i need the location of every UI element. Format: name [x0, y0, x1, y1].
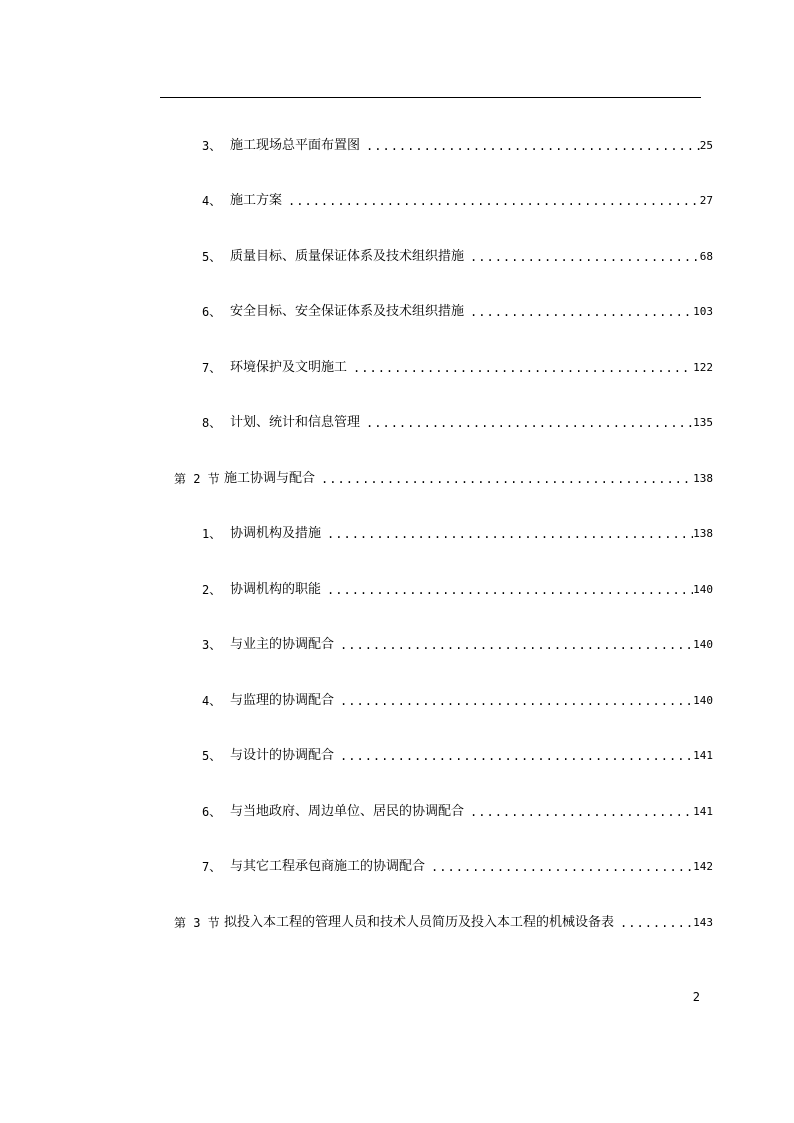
toc-dot-leader — [620, 913, 693, 933]
toc-entry-title: 计划、统计和信息管理 — [230, 415, 361, 430]
toc-entry[interactable] — [202, 136, 713, 156]
toc-entry-number: 4、 — [202, 694, 222, 708]
toc-entry-page: 143 — [693, 916, 713, 929]
toc-entry-number: 5、 — [202, 250, 222, 264]
toc-entry[interactable] — [202, 746, 713, 766]
toc-entry-number: 6、 — [202, 305, 222, 319]
toc-entry-page: 135 — [693, 416, 713, 429]
toc-entry-page: 141 — [693, 749, 713, 762]
toc-entry[interactable] — [202, 635, 713, 655]
toc-dot-leader — [340, 635, 693, 655]
toc-entry-title: 环境保护及文明施工 — [230, 360, 348, 375]
toc-entry[interactable] — [202, 247, 713, 267]
toc-entry[interactable] — [202, 857, 713, 877]
toc-entry[interactable] — [202, 302, 713, 322]
toc-entry-page: 25 — [699, 139, 713, 152]
toc-entry-number: 3、 — [202, 638, 222, 652]
toc-section-entry[interactable] — [174, 469, 713, 489]
toc-entry-number: 3、 — [202, 139, 222, 153]
page-number: 2 — [692, 990, 700, 1004]
toc-dot-leader — [470, 247, 700, 267]
toc-entry-page: 27 — [699, 194, 713, 207]
toc-entry-page: 140 — [693, 694, 713, 707]
toc-entry[interactable] — [202, 691, 713, 711]
toc-dot-leader — [327, 524, 693, 544]
toc-entry[interactable] — [202, 524, 713, 544]
toc-section-title: 施工协调与配合 — [224, 471, 316, 486]
toc-entry-number: 1、 — [202, 527, 222, 541]
toc-entry-title: 与业主的协调配合 — [230, 637, 335, 652]
toc-entry-page: 122 — [693, 361, 713, 374]
toc-entry-page: 140 — [693, 638, 713, 651]
toc-dot-leader — [340, 691, 693, 711]
toc-entry-number: 4、 — [202, 194, 222, 208]
toc-entry-title: 安全目标、安全保证体系及技术组织措施 — [230, 304, 465, 319]
toc-dot-leader — [470, 802, 693, 822]
toc-entry-title: 与设计的协调配合 — [230, 748, 335, 763]
toc-dot-leader — [470, 302, 693, 322]
toc-entry-number: 7、 — [202, 361, 222, 375]
toc-entry-page: 141 — [693, 805, 713, 818]
toc-entry-title: 与监理的协调配合 — [230, 693, 335, 708]
toc-entry-title: 施工方案 — [230, 193, 283, 208]
toc-section-number: 第 3 节 — [174, 916, 220, 930]
toc-entry-title: 与当地政府、周边单位、居民的协调配合 — [230, 804, 465, 819]
toc-entry-title: 协调机构的职能 — [230, 582, 322, 597]
toc-dot-leader — [366, 413, 693, 433]
toc-entry[interactable] — [202, 358, 713, 378]
toc-dot-leader — [353, 358, 693, 378]
toc-dot-leader — [340, 746, 693, 766]
toc-dot-leader — [288, 191, 700, 211]
toc-entry-number: 6、 — [202, 805, 222, 819]
toc-entry-page: 138 — [693, 527, 713, 540]
toc-entry-page: 142 — [693, 860, 713, 873]
toc-section-entry[interactable] — [174, 913, 713, 933]
toc-section-title: 拟投入本工程的管理人员和技术人员简历及投入本工程的机械设备表 — [224, 915, 615, 930]
toc-dot-leader — [321, 469, 693, 489]
toc-entry-number: 5、 — [202, 749, 222, 763]
toc-entry-page: 138 — [693, 472, 713, 485]
toc-entry-number: 8、 — [202, 416, 222, 430]
toc-dot-leader — [366, 136, 700, 156]
toc-entry-page: 140 — [693, 583, 713, 596]
toc-entry[interactable] — [202, 413, 713, 433]
toc-entry[interactable] — [202, 802, 713, 822]
toc-dot-leader — [431, 857, 693, 877]
header-rule — [160, 97, 701, 98]
toc-entry-title: 协调机构及措施 — [230, 526, 322, 541]
toc-entry-title: 质量目标、质量保证体系及技术组织措施 — [230, 249, 465, 264]
toc-entry-number: 2、 — [202, 583, 222, 597]
toc-entry-number: 7、 — [202, 860, 222, 874]
toc-entry[interactable] — [202, 191, 713, 211]
toc-section-number: 第 2 节 — [174, 472, 220, 486]
toc-entry-page: 68 — [699, 250, 713, 263]
toc-dot-leader — [327, 580, 693, 600]
toc-entry-page: 103 — [693, 305, 713, 318]
toc-entry[interactable] — [202, 580, 713, 600]
toc-entry-title: 施工现场总平面布置图 — [230, 138, 361, 153]
toc-entry-title: 与其它工程承包商施工的协调配合 — [230, 859, 426, 874]
